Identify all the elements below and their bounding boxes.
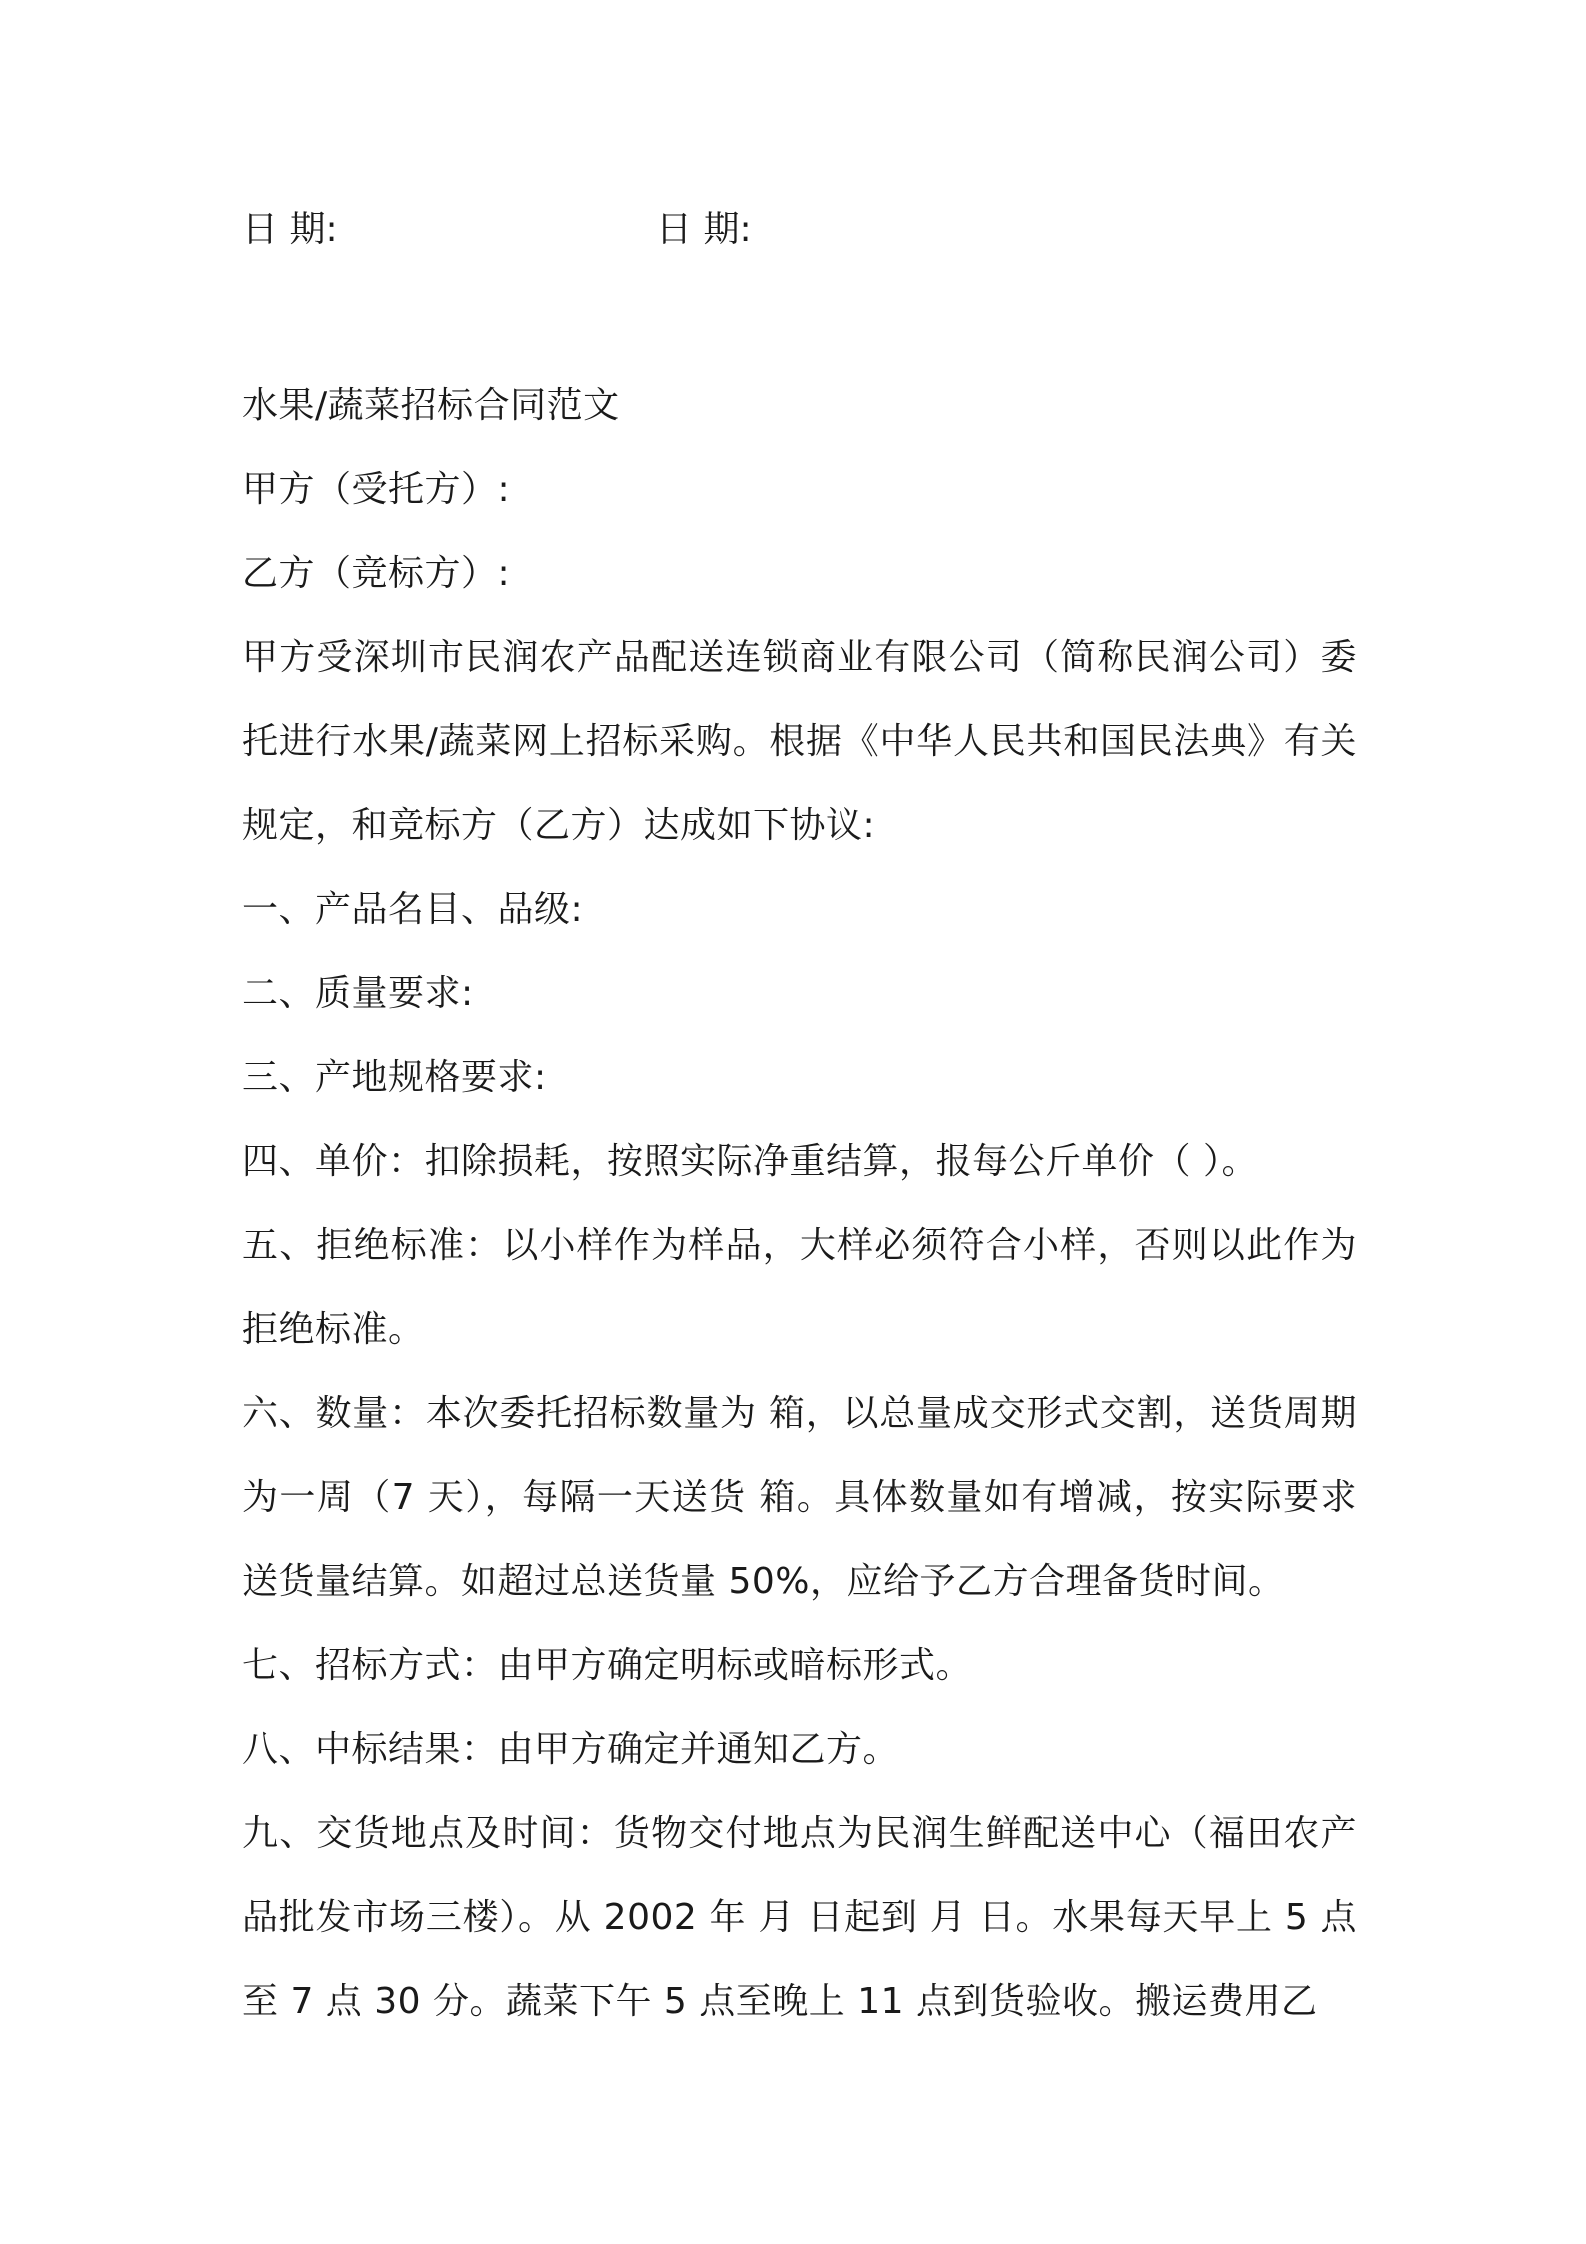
document-title: 水果/蔬菜招标合同范文: [242, 385, 620, 426]
document-body: [242, 364, 1357, 2044]
party-b-line: 乙方（竞标方）:: [242, 553, 511, 594]
clause-7: 七、招标方式：由甲方确定明标或暗标形式。: [242, 1645, 973, 1686]
clause-8: 八、中标结果：由甲方确定并通知乙方。: [242, 1729, 900, 1770]
clause-2: 二、质量要求:: [242, 973, 474, 1014]
party-a-line: 甲方（受托方）:: [242, 469, 511, 510]
intro-paragraph: 甲方受深圳市民润农产品配送连锁商业有限公司（简称民润公司）委托进行水果/蔬菜网上招标采购。根据《中华人民共和国民法典》有关规定，和竞标方（乙方）达成如下协议:: [242, 637, 1357, 846]
clause-3: 三、产地规格要求:: [242, 1057, 547, 1098]
date-label-left: 日 期:: [242, 209, 338, 250]
clause-6: 六、数量：本次委托招标数量为 箱，以总量成交形式交割，送货周期为一周（7 天），每隔一天送货 箱。具体数量如有增减，按实际要求送货量结算。如超过总送货量 50%，应给予乙方合理备货时间。: [242, 1393, 1357, 1602]
clause-5: 五、拒绝标准：以小样作为样品，大样必须符合小样，否则以此作为拒绝标准。: [242, 1225, 1357, 1350]
clause-1: 一、产品名目、品级:: [242, 889, 584, 930]
date-label-right: 日 期:: [656, 209, 752, 250]
clause-4: 四、单价：扣除损耗，按照实际净重结算，报每公斤单价（ ）。: [242, 1141, 1258, 1182]
clause-9: 九、交货地点及时间：货物交付地点为民润生鲜配送中心（福田农产品批发市场三楼）。从 2002 年 月 日起到 月 日。水果每天早上 5 点至 7 点 30 分。蔬菜下午 5 点至晚上 11 点到货验收。搬运费用乙: [242, 1813, 1357, 2022]
